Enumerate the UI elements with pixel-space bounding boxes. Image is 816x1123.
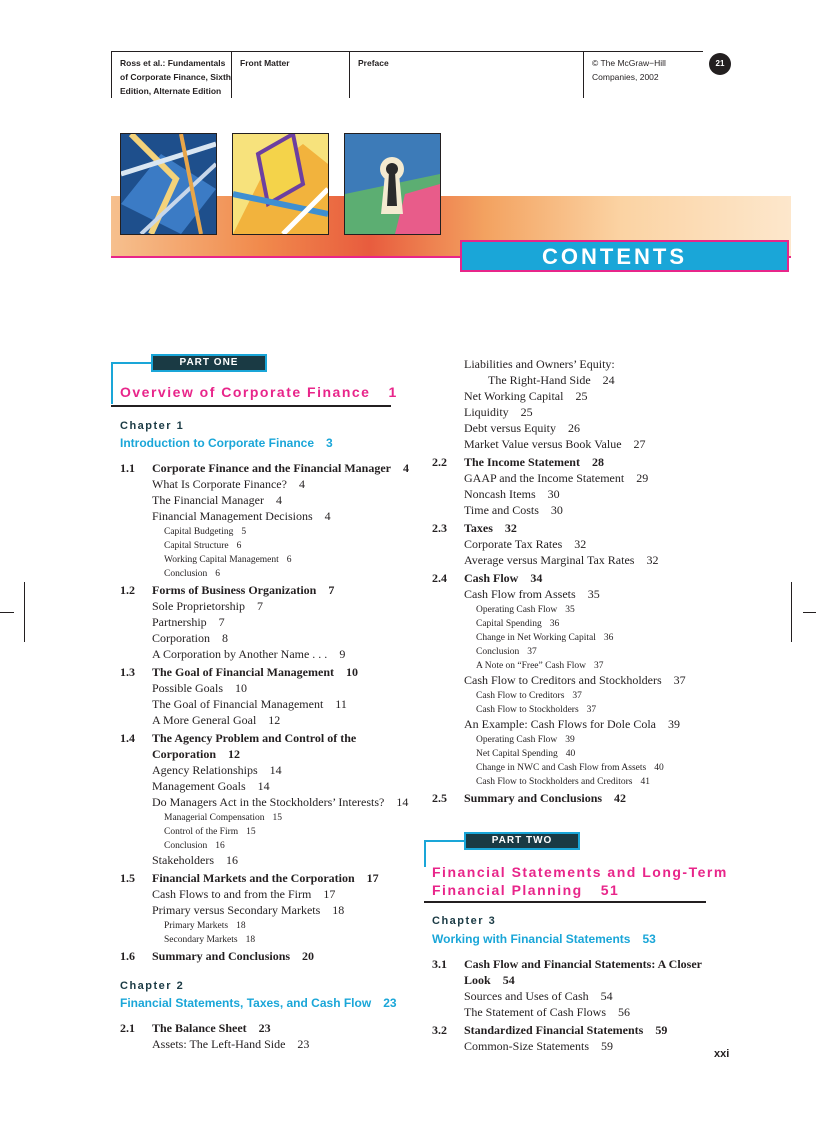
toc-topic-entry: [464, 437, 646, 451]
toc-topic-entry: [152, 631, 228, 645]
toc-section-entry: [152, 731, 356, 745]
toc-topic-entry: [464, 471, 648, 485]
toc-section-entry: [464, 521, 517, 535]
toc-entry-text: Taxes: [464, 521, 493, 535]
toc-entry-text: Conclusion: [164, 841, 208, 851]
toc-topic-entry: [152, 681, 247, 695]
toc-entry-text: Noncash Items: [464, 487, 536, 501]
toc-subtopic-entry: [476, 747, 575, 761]
toc-topic-entry: [152, 713, 280, 727]
toc-entry-text: Assets: The Left-Hand Side: [152, 1037, 286, 1051]
toc-entry-text: Change in Net Working Capital: [476, 633, 596, 643]
toc-subtopic-entry: [164, 567, 220, 581]
toc-subtopic-entry: [476, 761, 664, 775]
toc-entry-text: Cash Flow to Stockholders: [476, 705, 579, 715]
toc-entry-text: Primary versus Secondary Markets: [152, 903, 321, 917]
toc-entry-page: 25: [520, 405, 533, 419]
toc-entry-page: 36: [603, 633, 614, 643]
toc-section-entry: [464, 957, 702, 971]
toc-topic-entry: [152, 779, 270, 793]
toc-entry-text: Corporate Finance and the Financial Manager: [152, 461, 391, 475]
header-book-title: Ross et al.: Fundamentals of Corporate Finance, Sixth Edition, Alternate Edition: [111, 51, 232, 98]
toc-entry-text: Working Capital Management: [164, 555, 279, 565]
toc-entry-page: 6: [286, 555, 292, 565]
toc-topic-entry: [152, 509, 331, 523]
toc-section-entry: [152, 871, 379, 885]
toc-entry-text: The Right-Hand Side: [488, 373, 591, 387]
toc-subtopic-entry: [476, 689, 582, 703]
toc-entry-text: Do Managers Act in the Stockholders’ Interests?: [152, 795, 385, 809]
toc-subtopic-entry: [164, 525, 246, 539]
toc-subtopic-entry: [164, 933, 255, 947]
toc-entry-text: Operating Cash Flow: [476, 735, 558, 745]
chapter-3-label: Chapter 3: [432, 915, 497, 927]
header-publisher: © The McGraw−Hill Companies, 2002: [583, 51, 702, 98]
toc-entry-page: 10: [235, 681, 248, 695]
toc-entry-text: Summary and Conclusions: [152, 949, 291, 963]
toc-entry-text: Financial Management Decisions: [152, 509, 313, 523]
toc-topic-entry: [464, 405, 533, 419]
toc-entry-page: 39: [667, 717, 680, 731]
toc-entry-page: 7: [257, 599, 263, 613]
toc-entry-page: 35: [587, 587, 600, 601]
toc-entry-text: Market Value versus Book Value: [464, 437, 622, 451]
toc-entry-page: 4: [298, 477, 305, 491]
toc-entry-page: 30: [550, 503, 563, 517]
toc-entry-page: 37: [673, 673, 686, 687]
toc-entry-text: GAAP and the Income Statement: [464, 471, 625, 485]
toc-entry-page: 37: [572, 691, 582, 701]
toc-entry-page: 18: [236, 921, 246, 931]
artwork-abstract-blue: [120, 133, 217, 235]
toc-topic-entry: [464, 357, 615, 371]
toc-entry-text: Capital Spending: [476, 619, 542, 629]
toc-topic-entry: [464, 487, 560, 501]
toc-entry-text: The Income Statement: [464, 455, 580, 469]
toc-entry-text: Liquidity: [464, 405, 509, 419]
toc-section-entry: [464, 571, 542, 585]
toc-topic-entry: [152, 763, 282, 777]
toc-entry-text: The Goal of Financial Management: [152, 697, 324, 711]
toc-entry-page: 24: [602, 373, 615, 387]
toc-topic-entry: [152, 1037, 309, 1051]
toc-entry-text: A Note on “Free” Cash Flow: [476, 661, 587, 671]
toc-entry-text: Cash Flow to Creditors and Stockholders: [464, 673, 662, 687]
toc-subtopic-entry: [476, 703, 596, 717]
toc-entry-page: 16: [215, 841, 225, 851]
toc-entry-page: 59: [601, 1039, 613, 1053]
toc-entry-text: Agency Relationships: [152, 763, 258, 777]
crop-mark: [24, 582, 25, 642]
toc-entry-page: 14: [396, 795, 409, 809]
toc-entry-text: The Goal of Financial Management: [152, 665, 334, 679]
toc-entry-text: Partnership: [152, 615, 207, 629]
toc-entry-text: Possible Goals: [152, 681, 224, 695]
toc-topic-entry: [152, 903, 344, 917]
toc-subtopic-entry: [164, 553, 292, 567]
toc-entry-page: 32: [504, 521, 517, 535]
toc-entry-text: Cash Flow: [464, 571, 519, 585]
toc-entry-text: Look: [464, 973, 491, 987]
part-one-label: PART ONE: [151, 354, 267, 372]
toc-entry-text: Net Working Capital: [464, 389, 564, 403]
toc-topic-entry: [464, 1005, 630, 1019]
part-two-label: PART TWO: [464, 832, 580, 850]
toc-topic-entry: [152, 615, 225, 629]
toc-section-entry: [464, 1023, 667, 1037]
toc-entry-text: Operating Cash Flow: [476, 605, 558, 615]
toc-entry-text: Forms of Business Organization: [152, 583, 317, 597]
toc-entry-page: 20: [302, 949, 315, 963]
toc-topic-entry: [152, 795, 408, 809]
crop-mark: [803, 612, 816, 613]
part-two-rule: [424, 901, 706, 903]
toc-entry-page: 28: [591, 455, 604, 469]
toc-section-entry: [152, 1021, 271, 1035]
part-one-rule: [111, 405, 391, 407]
toc-subtopic-entry: [476, 775, 650, 789]
toc-entry-page: 23: [258, 1021, 271, 1035]
crop-mark: [791, 582, 792, 642]
toc-subtopic-entry: [476, 733, 575, 747]
toc-entry-text: Common-Size Statements: [464, 1039, 589, 1053]
toc-section-entry: [152, 583, 334, 597]
toc-entry-page: 40: [654, 763, 664, 773]
toc-entry-page: 12: [268, 713, 281, 727]
toc-entry-text: Liabilities and Owners’ Equity:: [464, 357, 615, 371]
toc-entry-text: Conclusion: [476, 647, 520, 657]
toc-entry-page: 16: [226, 853, 238, 867]
toc-section-entry: [152, 949, 314, 963]
toc-entry-text: Net Capital Spending: [476, 749, 558, 759]
toc-topic-entry: [464, 587, 600, 601]
toc-section-number: 3.2: [432, 1023, 447, 1037]
toc-subtopic-entry: [164, 825, 256, 839]
toc-subtopic-entry: [476, 617, 559, 631]
toc-topic-entry: [464, 989, 613, 1003]
toc-entry-page: 59: [655, 1023, 668, 1037]
toc-topic-entry: [152, 477, 305, 491]
toc-entry-text: Financial Markets and the Corporation: [152, 871, 355, 885]
toc-section-number: 1.3: [120, 665, 135, 679]
toc-section-number: 1.6: [120, 949, 135, 963]
toc-entry-page: 17: [366, 871, 379, 885]
toc-entry-page: 35: [565, 605, 575, 615]
toc-entry-text: Change in NWC and Cash Flow from Assets: [476, 763, 647, 773]
toc-entry-text: Corporation: [152, 747, 216, 761]
chapter-3-title: Working with Financial Statements 53: [432, 932, 656, 946]
toc-section-number: 2.4: [432, 571, 447, 585]
toc-topic-entry: [464, 389, 587, 403]
toc-entry-text: A Corporation by Another Name . . .: [152, 647, 328, 661]
toc-entry-text: Summary and Conclusions: [464, 791, 603, 805]
toc-entry-text: Time and Costs: [464, 503, 539, 517]
toc-entry-text: Cash Flow and Financial Statements: A Closer: [464, 957, 703, 971]
toc-entry-page: 42: [614, 791, 627, 805]
toc-entry-text: Sources and Uses of Cash: [464, 989, 589, 1003]
toc-topic-entry: [152, 493, 282, 507]
part-one-title: Overview of Corporate Finance 1: [120, 384, 398, 400]
toc-entry-text: Capital Budgeting: [164, 527, 234, 537]
chapter-2-label: Chapter 2: [120, 980, 185, 992]
toc-section-entry: [464, 455, 604, 469]
toc-entry-page: 17: [323, 887, 336, 901]
toc-entry-page: 8: [222, 631, 228, 645]
toc-entry-text: The Balance Sheet: [152, 1021, 247, 1035]
chapter-2-title: Financial Statements, Taxes, and Cash Flow 23: [120, 996, 397, 1010]
artwork-abstract-yellow: [232, 133, 329, 235]
toc-entry-page: 36: [549, 619, 560, 629]
toc-topic-entry: [152, 599, 263, 613]
toc-section-number: 3.1: [432, 957, 447, 971]
toc-entry-page: 23: [297, 1037, 310, 1051]
toc-entry-page: 15: [272, 813, 283, 823]
toc-entry-page: 27: [633, 437, 646, 451]
toc-topic-entry: [152, 853, 238, 867]
artwork-keyhole: [344, 133, 441, 235]
toc-subtopic-entry: [164, 811, 282, 825]
toc-section-number: 2.2: [432, 455, 447, 469]
toc-entry-text: Corporation: [152, 631, 210, 645]
page-number-badge: 21: [709, 53, 731, 75]
toc-topic-entry: [464, 421, 580, 435]
chapter-1-title: Introduction to Corporate Finance 3: [120, 436, 333, 450]
toc-topic-entry: [152, 647, 345, 661]
toc-entry-text: Cash Flow from Assets: [464, 587, 576, 601]
toc-entry-page: 14: [269, 763, 282, 777]
toc-entry-page: 41: [640, 777, 650, 787]
toc-entry-text: Conclusion: [164, 569, 208, 579]
toc-entry-page: 7: [328, 583, 335, 597]
toc-entry-page: 32: [646, 553, 659, 567]
toc-section-number: 2.3: [432, 521, 447, 535]
toc-topic-entry: [152, 887, 335, 901]
toc-subtopic-entry: [164, 539, 241, 553]
toc-topic-entry: [464, 537, 586, 551]
toc-entry-text: The Agency Problem and Control of the: [152, 731, 357, 745]
toc-topic-entry: [464, 717, 680, 731]
toc-entry-page: 18: [332, 903, 345, 917]
toc-entry-text: Cash Flows to and from the Firm: [152, 887, 312, 901]
contents-title: CONTENTS: [460, 240, 789, 272]
toc-entry-page: 39: [565, 735, 575, 745]
toc-entry-page: 25: [575, 389, 588, 403]
toc-topic-entry: [464, 553, 658, 567]
toc-entry-page: 11: [335, 697, 347, 711]
toc-entry-page: 9: [339, 647, 346, 661]
toc-section-number: 1.5: [120, 871, 135, 885]
toc-entry-text: Stakeholders: [152, 853, 214, 867]
toc-section-entry: [152, 461, 409, 475]
toc-entry-page: 4: [402, 461, 409, 475]
toc-topic-entry: [488, 373, 615, 387]
toc-entry-text: Average versus Marginal Tax Rates: [464, 553, 635, 567]
toc-entry-page: 32: [574, 537, 587, 551]
toc-entry-page: 54: [502, 973, 515, 987]
toc-topic-entry: [152, 697, 347, 711]
toc-subtopic-entry: [164, 919, 246, 933]
toc-subtopic-entry: [476, 645, 537, 659]
toc-entry-page: 29: [636, 471, 649, 485]
toc-section-number: 1.2: [120, 583, 135, 597]
toc-entry-text: Debt versus Equity: [464, 421, 556, 435]
toc-entry-text: Management Goals: [152, 779, 246, 793]
toc-subtopic-entry: [476, 659, 604, 673]
toc-entry-page: 56: [617, 1005, 630, 1019]
toc-entry-text: Managerial Compensation: [164, 813, 265, 823]
toc-entry-page: 6: [236, 541, 242, 551]
toc-entry-page: 37: [527, 647, 537, 657]
crop-mark: [0, 612, 14, 613]
toc-entry-page: 34: [530, 571, 543, 585]
toc-entry-page: 18: [245, 935, 256, 945]
toc-entry-text: Primary Markets: [164, 921, 229, 931]
toc-entry-text: Standardized Financial Statements: [464, 1023, 644, 1037]
toc-entry-page: 12: [228, 747, 240, 761]
header-section: Front Matter: [231, 51, 350, 98]
toc-section-number: 2.5: [432, 791, 447, 805]
toc-entry-page: 30: [547, 487, 560, 501]
toc-subtopic-entry: [476, 603, 575, 617]
toc-entry-page: 54: [600, 989, 613, 1003]
toc-entry-text: Control of the Firm: [164, 827, 239, 837]
toc-section-entry: [152, 747, 240, 761]
toc-entry-text: Cash Flow to Stockholders and Creditors: [476, 777, 633, 787]
toc-entry-text: Sole Proprietorship: [152, 599, 245, 613]
toc-subtopic-entry: [164, 839, 225, 853]
toc-entry-page: 15: [246, 827, 256, 837]
toc-entry-page: 10: [346, 665, 358, 679]
toc-section-number: 2.1: [120, 1021, 135, 1035]
toc-entry-text: Cash Flow to Creditors: [476, 691, 565, 701]
toc-section-entry: [152, 665, 358, 679]
toc-section-number: 1.4: [120, 731, 135, 745]
toc-entry-page: 5: [241, 527, 247, 537]
part-two-title: Financial Statements and Long-Term Financial Planning 51: [432, 864, 728, 898]
toc-entry-text: Secondary Markets: [164, 935, 238, 945]
toc-entry-page: 37: [586, 705, 597, 715]
toc-entry-page: 26: [568, 421, 580, 435]
toc-section-number: 1.1: [120, 461, 135, 475]
toc-entry-page: 4: [324, 509, 331, 523]
toc-entry-text: What Is Corporate Finance?: [152, 477, 287, 491]
toc-entry-page: 6: [215, 569, 221, 579]
toc-subtopic-entry: [476, 631, 613, 645]
folio: xxi: [714, 1048, 730, 1060]
toc-topic-entry: [464, 673, 686, 687]
toc-section-entry: [464, 973, 515, 987]
toc-entry-page: 37: [594, 661, 604, 671]
toc-entry-text: Capital Structure: [164, 541, 229, 551]
header-chapter: Preface: [349, 51, 583, 98]
toc-entry-page: 14: [257, 779, 270, 793]
toc-section-entry: [464, 791, 626, 805]
toc-entry-page: 4: [275, 493, 282, 507]
toc-topic-entry: [464, 1039, 613, 1053]
toc-entry-text: An Example: Cash Flows for Dole Cola: [464, 717, 656, 731]
toc-entry-page: 7: [218, 615, 225, 629]
toc-entry-text: Corporate Tax Rates: [464, 537, 563, 551]
toc-topic-entry: [464, 503, 563, 517]
chapter-1-label: Chapter 1: [120, 420, 185, 432]
toc-entry-page: 40: [565, 749, 576, 759]
toc-entry-text: The Statement of Cash Flows: [464, 1005, 606, 1019]
toc-entry-text: A More General Goal: [152, 713, 257, 727]
toc-entry-text: The Financial Manager: [152, 493, 264, 507]
